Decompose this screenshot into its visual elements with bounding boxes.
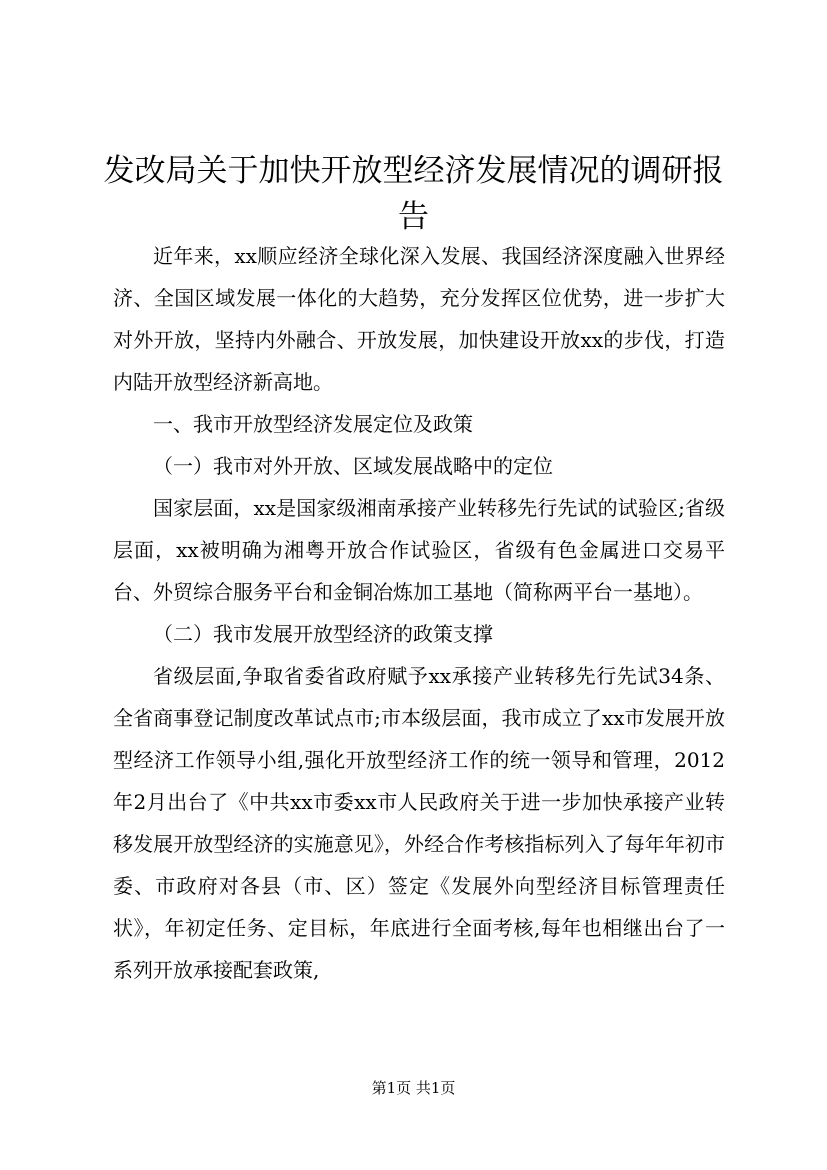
document-title: 发改局关于加快开放型经济发展情况的调研报告 (103, 153, 724, 235)
subsection-heading-1: （一）我市对外开放、区域发展战略中的定位 (153, 454, 553, 478)
document-body (113, 235, 725, 991)
paragraph-policy: 省级层面,争取省委省政府赋予xx承接产业转移先行先试34条、全省商事登记制度改革试点市;市本级层面，我市成立了xx市发展开放型经济工作领导小组,强化开放型经济工作的统一领导和管理，2012年2月出台了《中共xx市委xx市人民政府关于进一步加快承接产业转移发展开放型经济的实施意见》，外经合作考核指标列入了每年年初市委、市政府对各县（市、区）签定《发展外向型经济目标管理责任状》，年初定任务、定目标，年底进行全面考核,每年也相继出台了一系列开放承接配套政策, (113, 664, 725, 982)
section-heading-1: 一、我市开放型经济发展定位及政策 (153, 412, 473, 436)
page-footer: 第1页 共1页 (371, 1079, 456, 1097)
paragraph-intro: 近年来，xx顺应经济全球化深入发展、我国经济深度融入世界经济、全国区域发展一体化的大趋势，充分发挥区位优势，进一步扩大对外开放，坚持内外融合、开放发展，加快建设开放xx的步伐，打造内陆开放型经济新高地。 (113, 244, 725, 394)
subsection-heading-2: （二）我市发展开放型经济的政策支撑 (153, 622, 493, 646)
paragraph-positioning: 国家层面，xx是国家级湘南承接产业转移先行先试的试验区;省级层面，xx被明确为湘粤开放合作试验区，省级有色金属进口交易平台、外贸综合服务平台和金铜冶炼加工基地（简称两平台一基地）。 (113, 496, 725, 604)
